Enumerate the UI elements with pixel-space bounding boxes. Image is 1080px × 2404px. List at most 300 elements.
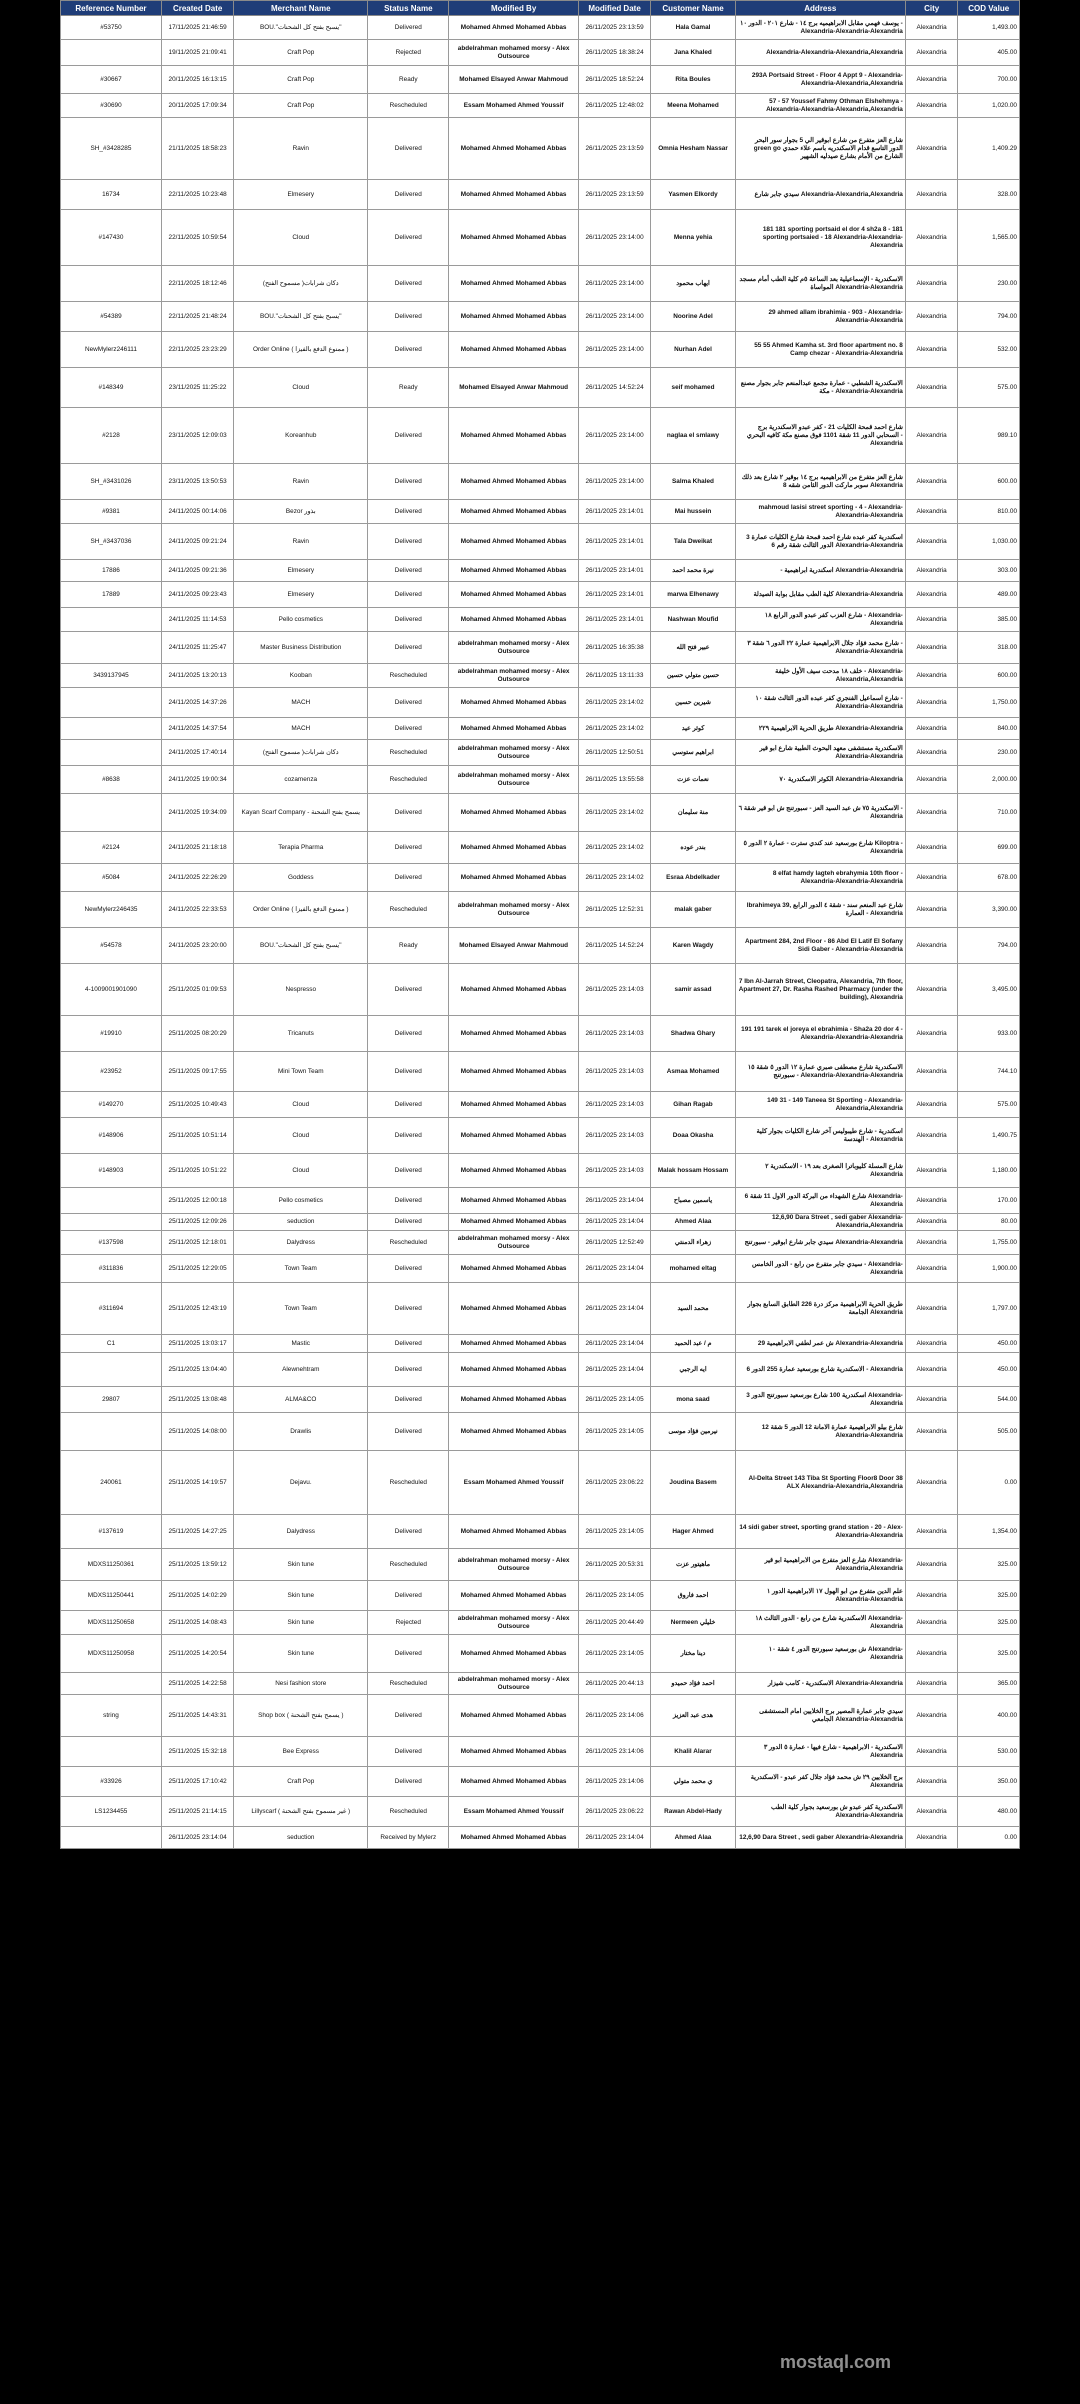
cell-cod-value: 325.00 bbox=[958, 1581, 1020, 1611]
cell-city: Alexandria bbox=[905, 608, 958, 632]
cell-status-name: Rescheduled bbox=[368, 1549, 449, 1581]
cell-cod-value: 600.00 bbox=[958, 464, 1020, 500]
cell-city: Alexandria bbox=[905, 524, 958, 560]
cell-created-date: 24/11/2025 17:40:14 bbox=[161, 740, 233, 766]
cell-reference-number: #30690 bbox=[61, 94, 162, 118]
cell-customer-name: Menna yehia bbox=[651, 210, 735, 266]
cell-modified-by: Mohamed Ahmed Mohamed Abbas bbox=[449, 16, 578, 40]
cell-cod-value: 325.00 bbox=[958, 1549, 1020, 1581]
cell-merchant-name: Koreanhub bbox=[234, 408, 368, 464]
cell-reference-number: 29807 bbox=[61, 1387, 162, 1413]
cell-modified-date: 26/11/2025 20:44:13 bbox=[578, 1673, 650, 1695]
cell-address: شارع العز متفرع من الابراهيمية ابو قير Alexandria-Alexandria,Alexandria bbox=[735, 1549, 905, 1581]
cell-created-date: 25/11/2025 17:10:42 bbox=[161, 1767, 233, 1797]
cell-customer-name: شيرين حسين bbox=[651, 688, 735, 718]
cell-status-name: Delivered bbox=[368, 632, 449, 664]
table-row[interactable] bbox=[61, 1283, 1020, 1335]
cell-address: ش بورسعيد سبورتنج الدور ٤ شقة ١٠ Alexandria-Alexandria bbox=[735, 1635, 905, 1673]
cell-merchant-name: Alewnehtram bbox=[234, 1353, 368, 1387]
cell-created-date: 24/11/2025 09:21:24 bbox=[161, 524, 233, 560]
cell-modified-by: abdelrahman mohamed morsy - Alex Outsource bbox=[449, 1231, 578, 1255]
cell-merchant-name: Craft Pop bbox=[234, 66, 368, 94]
cell-status-name: Delivered bbox=[368, 964, 449, 1016]
cell-status-name: Delivered bbox=[368, 1353, 449, 1387]
cell-city: Alexandria bbox=[905, 1154, 958, 1188]
cell-city: Alexandria bbox=[905, 892, 958, 928]
column-header-customer-name[interactable]: Customer Name bbox=[651, 1, 735, 16]
column-header-address[interactable]: Address bbox=[735, 1, 905, 16]
cell-modified-date: 26/11/2025 23:14:04 bbox=[578, 1353, 650, 1387]
cell-address: الاسكندرية - الابراهيمية - شارع فيها - عمارة ٥ الدور ٣ Alexandria bbox=[735, 1737, 905, 1767]
cell-modified-by: Mohamed Ahmed Mohamed Abbas bbox=[449, 1016, 578, 1052]
table-row[interactable] bbox=[61, 1231, 1020, 1255]
table-row[interactable] bbox=[61, 1387, 1020, 1413]
cell-merchant-name: Craft Pop bbox=[234, 1767, 368, 1797]
cell-address: اسكندرية كفر عبده شارع احمد قمحة شارع الكليات عمارة 3 الدور الثالث شقة رقم 6 Alexandria-Alexandria bbox=[735, 524, 905, 560]
cell-customer-name: حسين متولي حسين bbox=[651, 664, 735, 688]
cell-modified-date: 26/11/2025 23:14:06 bbox=[578, 1695, 650, 1737]
cell-city: Alexandria bbox=[905, 1092, 958, 1118]
cell-address: الاسكندرية شارع مصطفى صبري عمارة ١٢ الدور ٥ شقة ١٥ سبورتنج - Alexandria-Alexandria-Alexandria bbox=[735, 1052, 905, 1092]
cell-customer-name: ماهيتور عزت bbox=[651, 1549, 735, 1581]
cell-status-name: Delivered bbox=[368, 1413, 449, 1451]
cell-modified-date: 26/11/2025 12:52:49 bbox=[578, 1231, 650, 1255]
cell-cod-value: 710.00 bbox=[958, 794, 1020, 832]
cell-address: شارع بورسعيد عند كندي سترت - عمارة ٢ الدور ٥ Kiloptra - Alexandria bbox=[735, 832, 905, 864]
cell-modified-date: 26/11/2025 20:44:49 bbox=[578, 1611, 650, 1635]
cell-customer-name: samir assad bbox=[651, 964, 735, 1016]
cell-reference-number: SH_#3437036 bbox=[61, 524, 162, 560]
cell-modified-date: 26/11/2025 23:06:22 bbox=[578, 1797, 650, 1827]
cell-modified-by: Mohamed Ahmed Mohamed Abbas bbox=[449, 608, 578, 632]
cell-address: 293A Portsaid Street - Floor 4 Appt 9 - Alexandria-Alexandria-Alexandria,Alexandria bbox=[735, 66, 905, 94]
table-row[interactable] bbox=[61, 718, 1020, 740]
cell-created-date: 25/11/2025 14:20:54 bbox=[161, 1635, 233, 1673]
cell-status-name: Delivered bbox=[368, 560, 449, 582]
cell-city: Alexandria bbox=[905, 964, 958, 1016]
table-row[interactable] bbox=[61, 524, 1020, 560]
cell-status-name: Rescheduled bbox=[368, 740, 449, 766]
cell-merchant-name: Lillyscarf ( غير مسموح بفتح الشحنة ) bbox=[234, 1797, 368, 1827]
table-row[interactable] bbox=[61, 608, 1020, 632]
cell-status-name: Delivered bbox=[368, 1635, 449, 1673]
cell-modified-by: Mohamed Ahmed Mohamed Abbas bbox=[449, 500, 578, 524]
table-row[interactable] bbox=[61, 66, 1020, 94]
cell-city: Alexandria bbox=[905, 118, 958, 180]
cell-modified-by: abdelrahman mohamed morsy - Alex Outsource bbox=[449, 632, 578, 664]
table-row[interactable] bbox=[61, 1797, 1020, 1827]
cell-modified-date: 26/11/2025 14:52:24 bbox=[578, 368, 650, 408]
cell-cod-value: 170.00 bbox=[958, 1188, 1020, 1214]
column-header-status-name[interactable]: Status Name bbox=[368, 1, 449, 16]
table-row[interactable] bbox=[61, 1549, 1020, 1581]
cell-modified-date: 26/11/2025 23:14:03 bbox=[578, 1092, 650, 1118]
cell-status-name: Delivered bbox=[368, 608, 449, 632]
cell-modified-date: 26/11/2025 23:14:02 bbox=[578, 718, 650, 740]
cell-modified-by: Mohamed Ahmed Mohamed Abbas bbox=[449, 832, 578, 864]
table-row[interactable] bbox=[61, 1335, 1020, 1353]
cell-modified-by: Mohamed Ahmed Mohamed Abbas bbox=[449, 1188, 578, 1214]
table-row[interactable] bbox=[61, 1353, 1020, 1387]
cell-city: Alexandria bbox=[905, 794, 958, 832]
table-row[interactable] bbox=[61, 892, 1020, 928]
cell-customer-name: نعمات عزت bbox=[651, 766, 735, 794]
cell-city: Alexandria bbox=[905, 766, 958, 794]
table-row[interactable] bbox=[61, 1052, 1020, 1092]
table-row[interactable] bbox=[61, 688, 1020, 718]
cell-created-date: 25/11/2025 14:02:29 bbox=[161, 1581, 233, 1611]
cell-reference-number: 16734 bbox=[61, 180, 162, 210]
cell-customer-name: ي محمد متولي bbox=[651, 1767, 735, 1797]
cell-city: Alexandria bbox=[905, 832, 958, 864]
table-row[interactable] bbox=[61, 16, 1020, 40]
cell-modified-by: Mohamed Ahmed Mohamed Abbas bbox=[449, 1154, 578, 1188]
cell-address: خلف ١٨ مدحت سيف الأول خليفة - Alexandria-Alexandria,Alexandria bbox=[735, 664, 905, 688]
cell-merchant-name: Ravin bbox=[234, 118, 368, 180]
column-header-city[interactable]: City bbox=[905, 1, 958, 16]
table-row[interactable] bbox=[61, 180, 1020, 210]
cell-modified-by: Mohamed Ahmed Mohamed Abbas bbox=[449, 1767, 578, 1797]
cell-address: 55 55 Ahmed Kamha st. 3rd floor apartment no. 8 Camp chezar - Alexandria-Alexandria bbox=[735, 332, 905, 368]
cell-address: شارع العز متفرع من شارع ابوقير الي 5 بجوار سور البحر green go الدور التاسع قدام الاسكندريه باسم علاء حمدي الشارع من الأمام بشارع صيدليه الشهير bbox=[735, 118, 905, 180]
cell-reference-number: string bbox=[61, 1695, 162, 1737]
cell-status-name: Ready bbox=[368, 928, 449, 964]
cell-modified-by: Mohamed Ahmed Mohamed Abbas bbox=[449, 464, 578, 500]
cell-city: Alexandria bbox=[905, 180, 958, 210]
cell-modified-by: Mohamed Ahmed Mohamed Abbas bbox=[449, 1413, 578, 1451]
cell-modified-by: Mohamed Ahmed Mohamed Abbas bbox=[449, 864, 578, 892]
cell-city: Alexandria bbox=[905, 66, 958, 94]
cell-address: شارع العز متفرع من الابراهيميه برج ١٤ بوقير ٢ شارع بعد ذلك سوبر ماركت الدور الثامن شقه 8 Alexandria bbox=[735, 464, 905, 500]
table-row[interactable] bbox=[61, 1611, 1020, 1635]
table-row[interactable] bbox=[61, 864, 1020, 892]
cell-created-date: 24/11/2025 22:26:29 bbox=[161, 864, 233, 892]
table-row[interactable] bbox=[61, 94, 1020, 118]
cell-cod-value: 480.00 bbox=[958, 1797, 1020, 1827]
cell-merchant-name: Skin tune bbox=[234, 1611, 368, 1635]
table-row[interactable] bbox=[61, 1695, 1020, 1737]
cell-address: Al-Delta Street 143 Tiba St Sporting Floor8 Door 38 ALX Alexandria-Alexandria,Alexandria bbox=[735, 1451, 905, 1515]
cell-status-name: Delivered bbox=[368, 1737, 449, 1767]
cell-city: Alexandria bbox=[905, 1635, 958, 1673]
table-row[interactable] bbox=[61, 210, 1020, 266]
cell-merchant-name: Drawlis bbox=[234, 1413, 368, 1451]
column-header-merchant-name[interactable]: Merchant Name bbox=[234, 1, 368, 16]
cell-merchant-name: Skin tune bbox=[234, 1581, 368, 1611]
cell-cod-value: 325.00 bbox=[958, 1611, 1020, 1635]
cell-created-date: 24/11/2025 11:25:47 bbox=[161, 632, 233, 664]
table-row[interactable] bbox=[61, 1413, 1020, 1451]
cell-customer-name: Jana Khaled bbox=[651, 40, 735, 66]
table-row[interactable] bbox=[61, 794, 1020, 832]
cell-cod-value: 678.00 bbox=[958, 864, 1020, 892]
cell-modified-date: 26/11/2025 23:14:06 bbox=[578, 1737, 650, 1767]
cell-city: Alexandria bbox=[905, 1283, 958, 1335]
cell-customer-name: ايهاب محمود bbox=[651, 266, 735, 302]
cell-merchant-name: Cloud bbox=[234, 1154, 368, 1188]
table-row[interactable] bbox=[61, 40, 1020, 66]
cell-status-name: Delivered bbox=[368, 302, 449, 332]
cell-reference-number: #148906 bbox=[61, 1118, 162, 1154]
cell-city: Alexandria bbox=[905, 1737, 958, 1767]
cell-address: علم الدين متفرع من ابو الهول ١٧ الابراهيمية الدور ١ Alexandria-Alexandria bbox=[735, 1581, 905, 1611]
cell-cod-value: 1,565.00 bbox=[958, 210, 1020, 266]
cell-merchant-name: Bee Express bbox=[234, 1737, 368, 1767]
cell-city: Alexandria bbox=[905, 500, 958, 524]
cell-reference-number: #148349 bbox=[61, 368, 162, 408]
column-header-created-date[interactable]: Created Date bbox=[161, 1, 233, 16]
cell-modified-date: 26/11/2025 23:14:03 bbox=[578, 1118, 650, 1154]
cell-cod-value: 80.00 bbox=[958, 1214, 1020, 1231]
cell-modified-date: 26/11/2025 16:35:38 bbox=[578, 632, 650, 664]
cell-modified-by: Mohamed Ahmed Mohamed Abbas bbox=[449, 210, 578, 266]
spreadsheet-sheet bbox=[60, 0, 1020, 1849]
cell-merchant-name: Town Team bbox=[234, 1255, 368, 1283]
cell-status-name: Delivered bbox=[368, 1016, 449, 1052]
cell-modified-date: 26/11/2025 23:14:04 bbox=[578, 1335, 650, 1353]
cell-created-date: 25/11/2025 14:19:57 bbox=[161, 1451, 233, 1515]
table-row[interactable] bbox=[61, 1092, 1020, 1118]
cell-reference-number: NewMylerz246435 bbox=[61, 892, 162, 928]
cell-created-date: 22/11/2025 23:23:29 bbox=[161, 332, 233, 368]
cell-created-date: 20/11/2025 17:09:34 bbox=[161, 94, 233, 118]
cell-city: Alexandria bbox=[905, 1515, 958, 1549]
cell-created-date: 25/11/2025 14:22:58 bbox=[161, 1673, 233, 1695]
cell-customer-name: دينا مختار bbox=[651, 1635, 735, 1673]
table-row[interactable] bbox=[61, 964, 1020, 1016]
table-row[interactable] bbox=[61, 1515, 1020, 1549]
cell-cod-value: 794.00 bbox=[958, 302, 1020, 332]
cell-cod-value: 700.00 bbox=[958, 66, 1020, 94]
cell-merchant-name: BOU."يسبح بفتح كل الشحنات" bbox=[234, 16, 368, 40]
cell-customer-name: Mai hussein bbox=[651, 500, 735, 524]
cell-address: يوسف فهمي مقابل الابراهيميه برج ١٤ - شارع ٢٠١ - الدور ١٠ - Alexandria-Alexandria-Alexandria bbox=[735, 16, 905, 40]
cell-customer-name: محمد السيد bbox=[651, 1283, 735, 1335]
cell-cod-value: 450.00 bbox=[958, 1335, 1020, 1353]
cell-address: 12,6,90 Dara Street , sedi gaber Alexandria-Alexandria bbox=[735, 1827, 905, 1849]
cell-cod-value: 575.00 bbox=[958, 368, 1020, 408]
cell-status-name: Rescheduled bbox=[368, 664, 449, 688]
cell-city: Alexandria bbox=[905, 1255, 958, 1283]
cell-modified-date: 26/11/2025 23:14:05 bbox=[578, 1635, 650, 1673]
cell-merchant-name: seduction bbox=[234, 1214, 368, 1231]
cell-city: Alexandria bbox=[905, 664, 958, 688]
cell-modified-date: 26/11/2025 23:14:03 bbox=[578, 1154, 650, 1188]
cell-status-name: Rescheduled bbox=[368, 94, 449, 118]
cell-modified-date: 26/11/2025 23:14:01 bbox=[578, 560, 650, 582]
cell-modified-by: Mohamed Ahmed Mohamed Abbas bbox=[449, 408, 578, 464]
table-row[interactable] bbox=[61, 1016, 1020, 1052]
cell-city: Alexandria bbox=[905, 1214, 958, 1231]
cell-merchant-name: Skin tune bbox=[234, 1549, 368, 1581]
cell-modified-by: Mohamed Ahmed Mohamed Abbas bbox=[449, 582, 578, 608]
cell-modified-date: 26/11/2025 18:38:24 bbox=[578, 40, 650, 66]
cell-city: Alexandria bbox=[905, 1231, 958, 1255]
cell-address: mahmoud lasisi street sporting - 4 - Alexandria-Alexandria-Alexandria bbox=[735, 500, 905, 524]
cell-modified-by: Mohamed Elsayed Anwar Mahmoud bbox=[449, 928, 578, 964]
cell-merchant-name: Dalydress bbox=[234, 1231, 368, 1255]
cell-cod-value: 544.00 bbox=[958, 1387, 1020, 1413]
cell-address: سيدي جابر شارع Alexandria-Alexandria,Alexandria bbox=[735, 180, 905, 210]
cell-status-name: Rescheduled bbox=[368, 1231, 449, 1255]
cell-merchant-name: Tricanuts bbox=[234, 1016, 368, 1052]
cell-modified-date: 26/11/2025 23:13:59 bbox=[578, 16, 650, 40]
table-row[interactable] bbox=[61, 464, 1020, 500]
watermark: mostaql.com bbox=[780, 2352, 892, 2372]
cell-modified-by: Mohamed Ahmed Mohamed Abbas bbox=[449, 1335, 578, 1353]
cell-customer-name: Malak hossam Hossam bbox=[651, 1154, 735, 1188]
cell-address: شارع المسلة كليوباترا الصغرى بعد ١٩ - الاسكندرية ٢ Alexandria bbox=[735, 1154, 905, 1188]
cell-merchant-name: BOU."يسبح بفتح كل الشحنات" bbox=[234, 928, 368, 964]
cell-address: - اسكندرية ابراهيمية Alexandria-Alexandria bbox=[735, 560, 905, 582]
cell-status-name: Rejected bbox=[368, 1611, 449, 1635]
table-row[interactable] bbox=[61, 302, 1020, 332]
cell-customer-name: Ahmed Alaa bbox=[651, 1214, 735, 1231]
cell-city: Alexandria bbox=[905, 1413, 958, 1451]
table-row[interactable] bbox=[61, 560, 1020, 582]
cell-cod-value: 0.00 bbox=[958, 1451, 1020, 1515]
cell-customer-name: Gihan Ragab bbox=[651, 1092, 735, 1118]
cell-merchant-name: Goddess bbox=[234, 864, 368, 892]
cell-modified-date: 26/11/2025 23:13:59 bbox=[578, 180, 650, 210]
table-row[interactable] bbox=[61, 266, 1020, 302]
column-header-reference-number[interactable]: Reference Number bbox=[61, 1, 162, 16]
cell-cod-value: 1,409.29 bbox=[958, 118, 1020, 180]
table-row[interactable] bbox=[61, 928, 1020, 964]
table-row[interactable] bbox=[61, 582, 1020, 608]
cell-modified-date: 26/11/2025 23:14:05 bbox=[578, 1413, 650, 1451]
cell-modified-date: 26/11/2025 23:14:05 bbox=[578, 1515, 650, 1549]
cell-merchant-name: Ravin bbox=[234, 464, 368, 500]
table-row[interactable] bbox=[61, 118, 1020, 180]
cell-merchant-name: دكان شرابات( مسموح الفتح) bbox=[234, 266, 368, 302]
cell-status-name: Delivered bbox=[368, 1154, 449, 1188]
cell-customer-name: naglaa el smlawy bbox=[651, 408, 735, 464]
table-row[interactable] bbox=[61, 1827, 1020, 1849]
cell-created-date: 22/11/2025 21:48:24 bbox=[161, 302, 233, 332]
cell-modified-date: 26/11/2025 23:14:00 bbox=[578, 332, 650, 368]
table-row[interactable] bbox=[61, 1188, 1020, 1214]
cell-address: 29 ahmed allam ibrahimia - 903 - Alexandria-Alexandria-Alexandria bbox=[735, 302, 905, 332]
cell-modified-by: Mohamed Ahmed Mohamed Abbas bbox=[449, 1283, 578, 1335]
cell-customer-name: mona saad bbox=[651, 1387, 735, 1413]
cell-modified-by: Mohamed Ahmed Mohamed Abbas bbox=[449, 1353, 578, 1387]
cell-modified-date: 26/11/2025 23:14:02 bbox=[578, 832, 650, 864]
cell-created-date: 23/11/2025 11:25:22 bbox=[161, 368, 233, 408]
cell-reference-number bbox=[61, 1188, 162, 1214]
cell-modified-by: abdelrahman mohamed morsy - Alex Outsource bbox=[449, 766, 578, 794]
cell-modified-date: 26/11/2025 23:14:05 bbox=[578, 1387, 650, 1413]
cell-city: Alexandria bbox=[905, 1611, 958, 1635]
cell-status-name: Delivered bbox=[368, 118, 449, 180]
cell-address: الاسكندرية كفر عبدو ش بورسعيد بجوار كلية الطب Alexandria-Alexandria bbox=[735, 1797, 905, 1827]
column-header-modified-by[interactable]: Modified By bbox=[449, 1, 578, 16]
table-row[interactable] bbox=[61, 1673, 1020, 1695]
cell-created-date: 25/11/2025 14:08:00 bbox=[161, 1413, 233, 1451]
cell-city: Alexandria bbox=[905, 864, 958, 892]
cell-reference-number bbox=[61, 718, 162, 740]
cell-merchant-name: Ravin bbox=[234, 524, 368, 560]
cell-address: طريق الحرية الابراهيمية مركز درة 226 الطابق السابع بجوار الجامعة Alexandria bbox=[735, 1283, 905, 1335]
cell-customer-name: بندر عوده bbox=[651, 832, 735, 864]
cell-city: Alexandria bbox=[905, 1118, 958, 1154]
cell-address: سيدي جابر شارع ابوقير - سبورتنج Alexandria-Alexandria bbox=[735, 1231, 905, 1255]
cell-cod-value: 1,354.00 bbox=[958, 1515, 1020, 1549]
cell-customer-name: Nashwan Moufid bbox=[651, 608, 735, 632]
table-row[interactable] bbox=[61, 408, 1020, 464]
cell-cod-value: 405.00 bbox=[958, 40, 1020, 66]
cell-reference-number: #33926 bbox=[61, 1767, 162, 1797]
table-row[interactable] bbox=[61, 1451, 1020, 1515]
cell-status-name: Delivered bbox=[368, 1092, 449, 1118]
table-row[interactable] bbox=[61, 332, 1020, 368]
cell-created-date: 25/11/2025 14:08:43 bbox=[161, 1611, 233, 1635]
table-row[interactable] bbox=[61, 740, 1020, 766]
cell-reference-number bbox=[61, 1827, 162, 1849]
cell-reference-number bbox=[61, 266, 162, 302]
table-row[interactable] bbox=[61, 1255, 1020, 1283]
table-row[interactable] bbox=[61, 632, 1020, 664]
table-row[interactable] bbox=[61, 832, 1020, 864]
table-row[interactable] bbox=[61, 664, 1020, 688]
cell-status-name: Delivered bbox=[368, 1052, 449, 1092]
cell-customer-name: ابراهيم ستوسي bbox=[651, 740, 735, 766]
cell-address: برج الخلايين ٢٩ ش محمد فؤاد جلال كفر عبدو - الاسكندرية Alexandria bbox=[735, 1767, 905, 1797]
cell-cod-value: 1,900.00 bbox=[958, 1255, 1020, 1283]
cell-created-date: 24/11/2025 11:14:53 bbox=[161, 608, 233, 632]
cell-status-name: Delivered bbox=[368, 1255, 449, 1283]
cell-city: Alexandria bbox=[905, 1767, 958, 1797]
cell-reference-number: MDXS11250361 bbox=[61, 1549, 162, 1581]
cell-modified-by: Mohamed Ahmed Mohamed Abbas bbox=[449, 1387, 578, 1413]
cell-modified-date: 26/11/2025 23:14:01 bbox=[578, 608, 650, 632]
cell-created-date: 25/11/2025 13:08:48 bbox=[161, 1387, 233, 1413]
cell-reference-number bbox=[61, 1353, 162, 1387]
cell-address: الاسكندرية - الإسماعيلية بعد الساعة ٥م كلية الطب أمام مسجد المواساة Alexandria-Alexandria bbox=[735, 266, 905, 302]
table-row[interactable] bbox=[61, 1118, 1020, 1154]
table-row[interactable] bbox=[61, 1767, 1020, 1797]
cell-modified-date: 26/11/2025 12:52:31 bbox=[578, 892, 650, 928]
column-header-modified-date[interactable]: Modified Date bbox=[578, 1, 650, 16]
cell-customer-name: Joudina Basem bbox=[651, 1451, 735, 1515]
table-row[interactable] bbox=[61, 766, 1020, 794]
table-row[interactable] bbox=[61, 368, 1020, 408]
cell-modified-date: 26/11/2025 23:14:00 bbox=[578, 408, 650, 464]
table-row[interactable] bbox=[61, 1635, 1020, 1673]
cell-merchant-name: Elmesery bbox=[234, 560, 368, 582]
cell-merchant-name: MACH bbox=[234, 718, 368, 740]
cell-cod-value: 350.00 bbox=[958, 1767, 1020, 1797]
table-row[interactable] bbox=[61, 500, 1020, 524]
table-row[interactable] bbox=[61, 1581, 1020, 1611]
cell-created-date: 21/11/2025 18:58:23 bbox=[161, 118, 233, 180]
column-header-cod-value[interactable]: COD Value bbox=[958, 1, 1020, 16]
table-row[interactable] bbox=[61, 1214, 1020, 1231]
cell-modified-date: 26/11/2025 12:50:51 bbox=[578, 740, 650, 766]
cell-cod-value: 600.00 bbox=[958, 664, 1020, 688]
cell-address: كلية الطب مقابل بوابة الصيدلة Alexandria-Alexandria bbox=[735, 582, 905, 608]
cell-merchant-name: Mini Town Team bbox=[234, 1052, 368, 1092]
cell-created-date: 24/11/2025 09:23:43 bbox=[161, 582, 233, 608]
table-row[interactable] bbox=[61, 1154, 1020, 1188]
cell-customer-name: Rita Boules bbox=[651, 66, 735, 94]
cell-address: Ibrahimeya 39, شارع عبد المنعم سند - شقة ٤ الدور الرابع العمارة - Alexandria bbox=[735, 892, 905, 928]
cell-city: Alexandria bbox=[905, 266, 958, 302]
cell-modified-date: 26/11/2025 23:14:04 bbox=[578, 1283, 650, 1335]
table-row[interactable] bbox=[61, 1737, 1020, 1767]
cell-created-date: 24/11/2025 19:00:34 bbox=[161, 766, 233, 794]
cell-customer-name: Meena Mohamed bbox=[651, 94, 735, 118]
